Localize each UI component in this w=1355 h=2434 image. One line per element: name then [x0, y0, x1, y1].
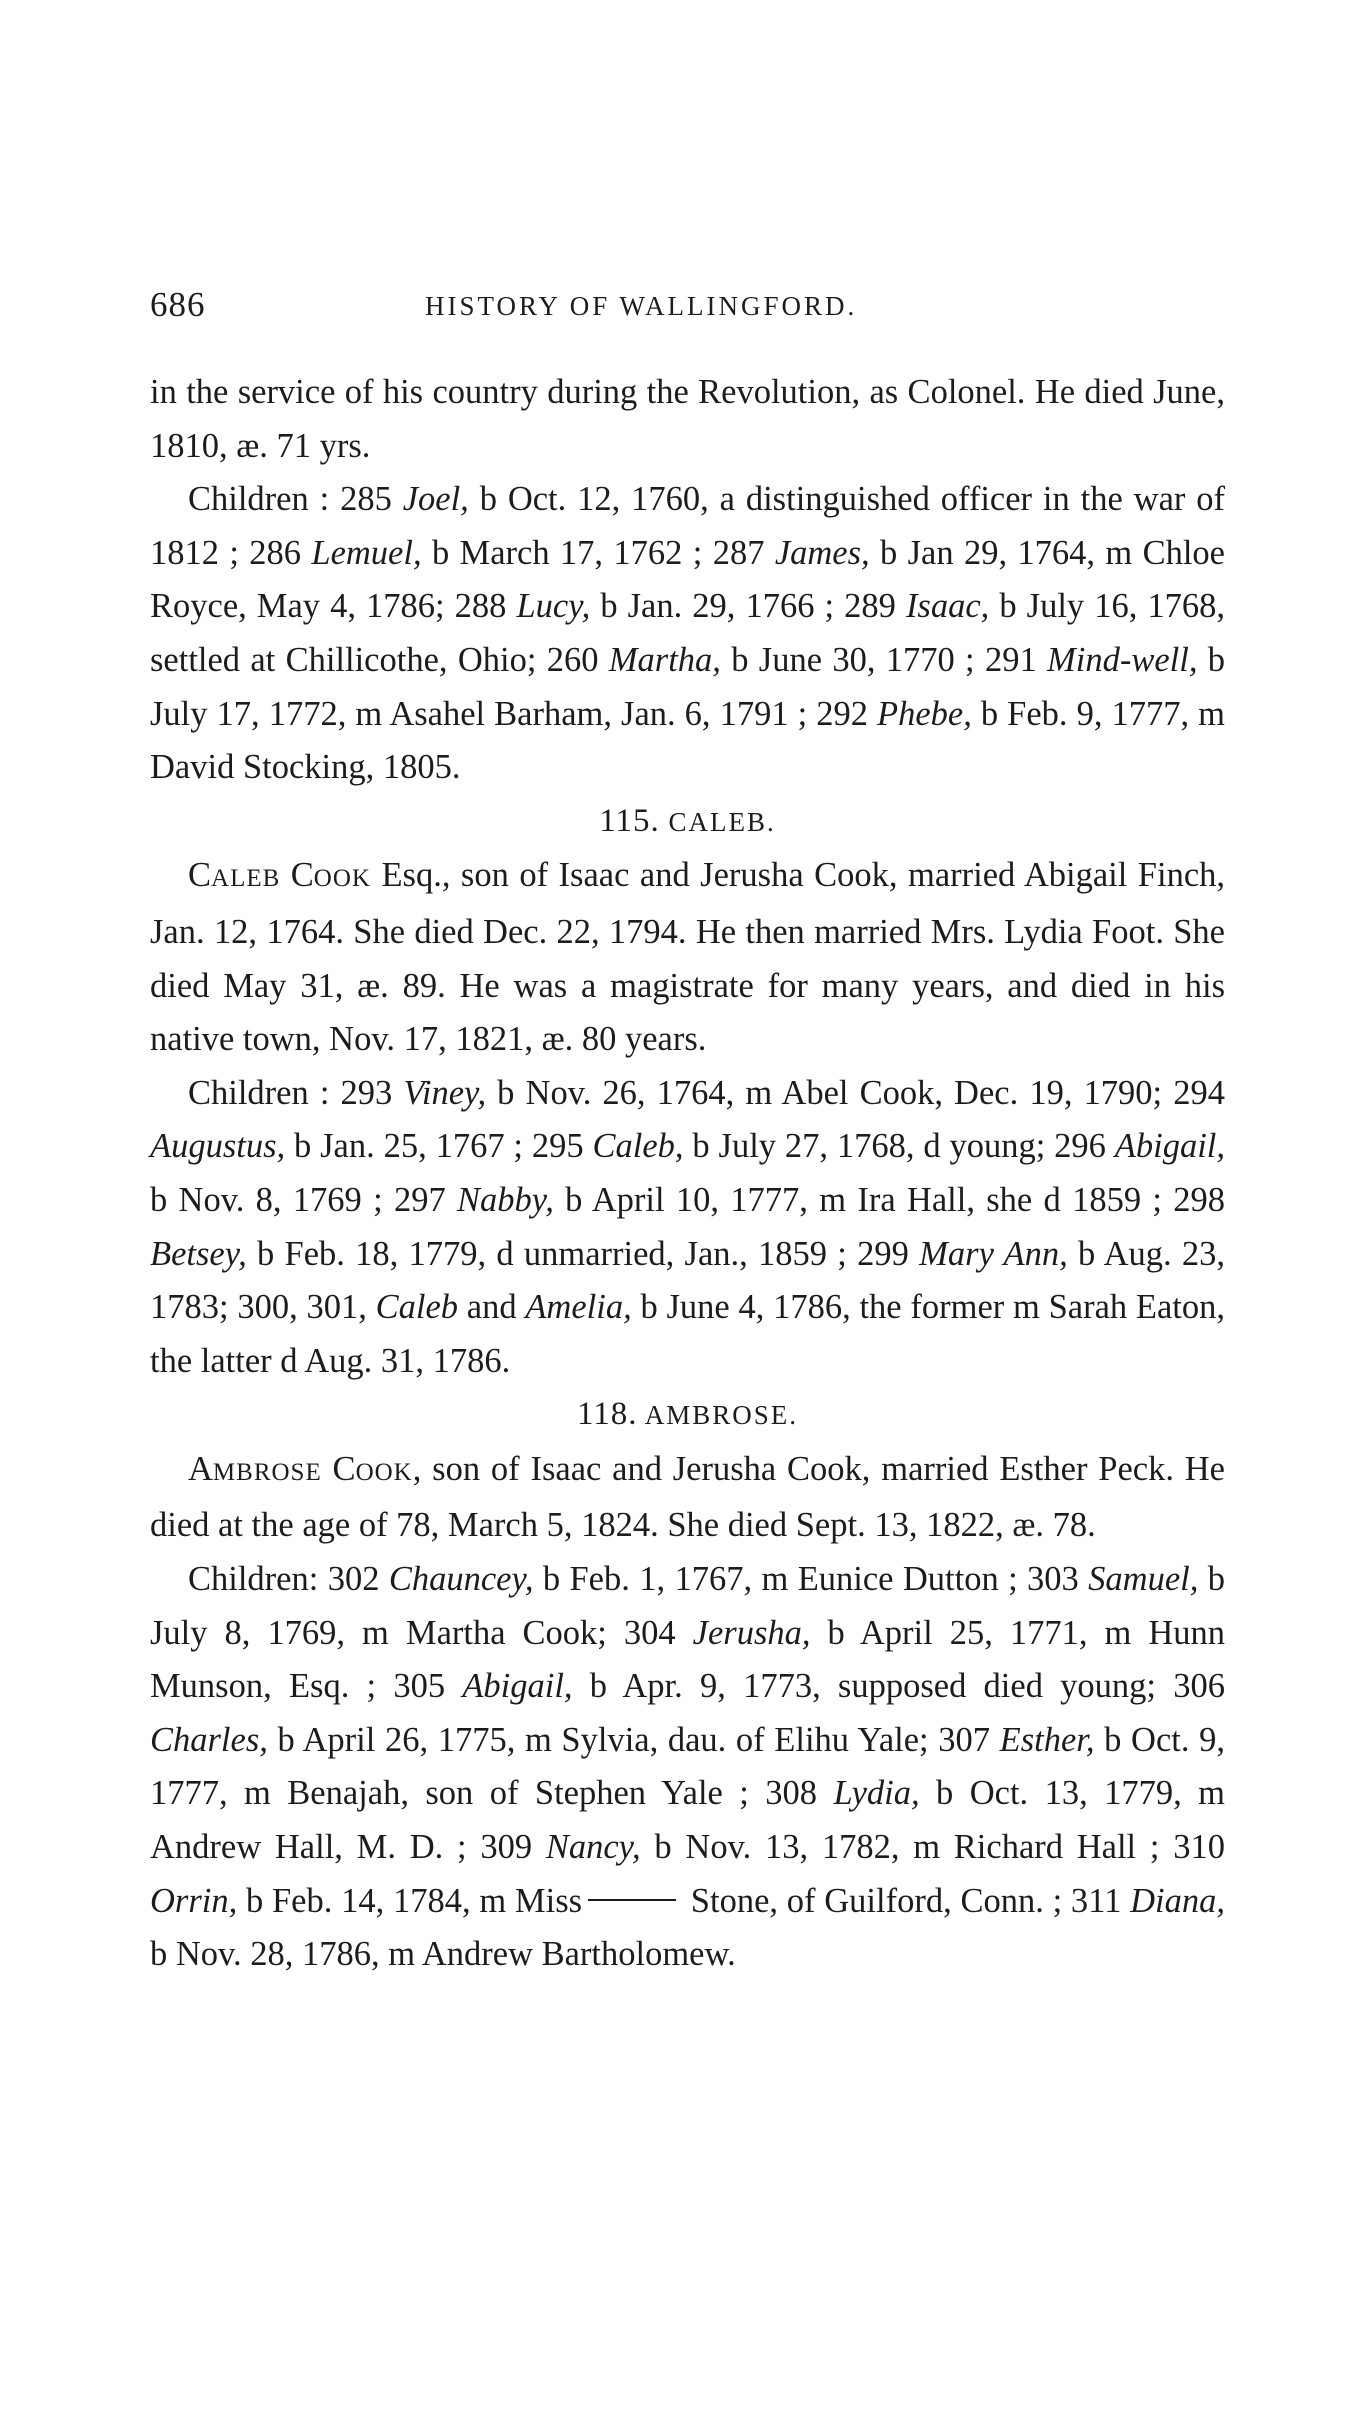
paragraph-ambrose-cook: AMBROSE COOK, son of Isaac and Jerusha Cook, married Esther Peck. He died at the age of 78, March 5, 1824. She died Sept. 13, 1822, æ. 78.	[150, 1449, 1225, 1545]
running-head	[150, 285, 1225, 345]
paragraph-caleb-cook: CALEB COOK Esq., son of Isaac and Jerusha Cook, married Abigail Finch, Jan. 12, 1764. She died Dec. 22, 1794. He then married Mrs. Lydia Foot. She died May 31, æ. 89. He was a magistrate for many years, and died in his native town, Nov. 17, 1821, æ. 80 years.	[150, 856, 1226, 1059]
body-text	[150, 366, 1225, 1982]
running-title: HISTORY OF WALLINGFORD.	[425, 291, 858, 321]
section-heading-ambrose: 118. AMBROSE.	[576, 1396, 799, 1433]
paragraph-children-viney: Children : 293 Viney, b Nov. 26, 1764, m Abel Cook, Dec. 19, 1790; 294 Augustus, b Jan. 25, 1767 ; 295 Caleb, b July 27, 1768, d young; 296 Abigail, b Nov. 8, 1769 ; 297 Nabby, b April 10, 1777, m Ira Hall, she d 1859 ; 298 Betsey, b Feb. 18, 1779, d unmarried, Jan., 1859 ; 299 Mary Ann, b Aug. 23, 1783; 300, 301, Caleb and Amelia, b June 4, 1786, the former m Sarah Eaton, the latter d Aug. 31, 1786.	[150, 1073, 1225, 1380]
paragraph-revolution-service: in the service of his country during the Revolution, as Colonel. He died June, 1810, æ. 71 yrs.	[150, 373, 1225, 465]
section-heading-caleb: 115. CALEB.	[599, 802, 776, 839]
blank-name-dash	[588, 1899, 676, 1901]
page-number: 686	[150, 285, 206, 324]
paragraph-children-chauncey: Children: 302 Chauncey, b Feb. 1, 1767, m Eunice Dutton ; 303 Samuel, b July 8, 1769, m Martha Cook; 304 Jerusha, b April 25, 1771, m Hunn Munson, Esq. ; 305 Abigail, b Apr. 9, 1773, supposed died young; 306 Charles, b April 26, 1775, m Sylvia, dau. of Elihu Yale; 307 Esther, b Oct. 9, 1777, m Benajah, son of Stephen Yale ; 308 Lydia, b Oct. 13, 1779, m Andrew Hall, M. D. ; 309 Nancy, b Nov. 13, 1782, m Richard Hall ; 310 Orrin, b Feb. 14, 1784, m Miss Stone, of Guilford, Conn. ; 311 Diana, b Nov. 28, 1786, m Andrew Bartholomew.	[150, 1560, 1226, 1974]
paragraph-children-joel: Children : 285 Joel, b Oct. 12, 1760, a distinguished officer in the war of 1812 ; 286 Lemuel, b March 17, 1762 ; 287 James, b Jan 29, 1764, m Chloe Royce, May 4, 1786; 288 Lucy, b Jan. 29, 1766 ; 289 Isaac, b July 16, 1768, settled at Chillicothe, Ohio; 260 Martha, b June 30, 1770 ; 291 Mind-well, b July 17, 1772, m Asahel Barham, Jan. 6, 1791 ; 292 Phebe, b Feb. 9, 1777, m David Stocking, 1805.	[150, 480, 1226, 787]
